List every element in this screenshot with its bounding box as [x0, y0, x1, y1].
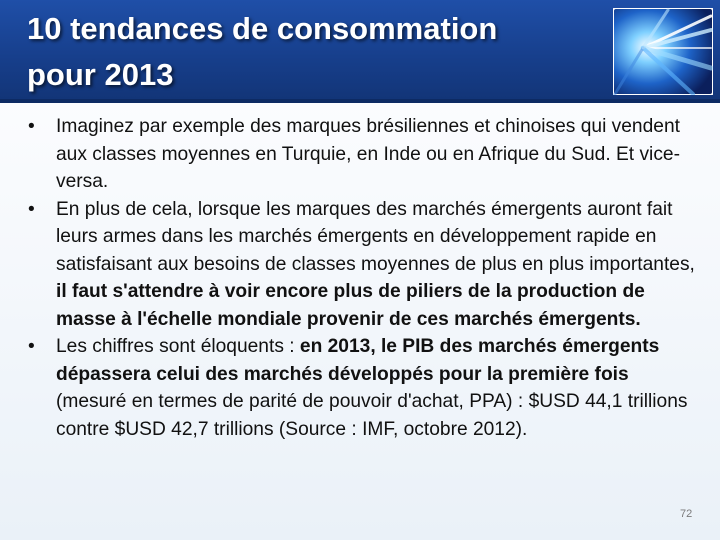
bullet-item-2: [28, 196, 698, 334]
bullet-marker: •: [28, 336, 35, 357]
bullet-marker: •: [28, 116, 35, 137]
slide-title: [27, 6, 497, 98]
bullet-3-text: Les chiffres sont éloquents :: [56, 336, 300, 357]
bullet-2-text: En plus de cela, lorsque les marques des marchés émergents auront fait leurs armes dans les marchés émergents en développement rapide en satisfaisant aux besoins de classes moyennes de plus en plus importantes,: [56, 198, 695, 275]
light-rays-logo-icon: [613, 8, 713, 95]
bullet-3-text-end: (mesuré en termes de parité de pouvoir d'achat, PPA) : $USD 44,1 trillions contre $USD 42,7 trillions (Source : IMF, octobre 2012).: [56, 391, 688, 440]
bullet-item-3: [28, 333, 698, 443]
bullet-list: [28, 113, 698, 443]
bullet-3-bold-text: en 2013, le PIB des marchés émergents dépassera celui des marchés développés pour la première fois: [56, 336, 660, 385]
bullet-item-1: [28, 113, 698, 196]
bullet-2-bold-text: il faut s'attendre à voir encore plus de piliers de la production de masse à l'échelle mondiale provenir de ces marchés émergents.: [56, 281, 645, 330]
bullet-marker: •: [28, 198, 35, 220]
title-line-1: 10 tendances de consommation: [27, 11, 498, 46]
slide-header: [0, 0, 720, 103]
page-number: 72: [680, 508, 693, 520]
title-line-2: pour 2013: [27, 57, 174, 92]
bullet-1-text: Imaginez par exemple des marques brésiliennes et chinoises qui vendent aux classes moyennes en Turquie, en Inde ou en Afrique du Sud. Et vice-versa.: [56, 116, 680, 192]
